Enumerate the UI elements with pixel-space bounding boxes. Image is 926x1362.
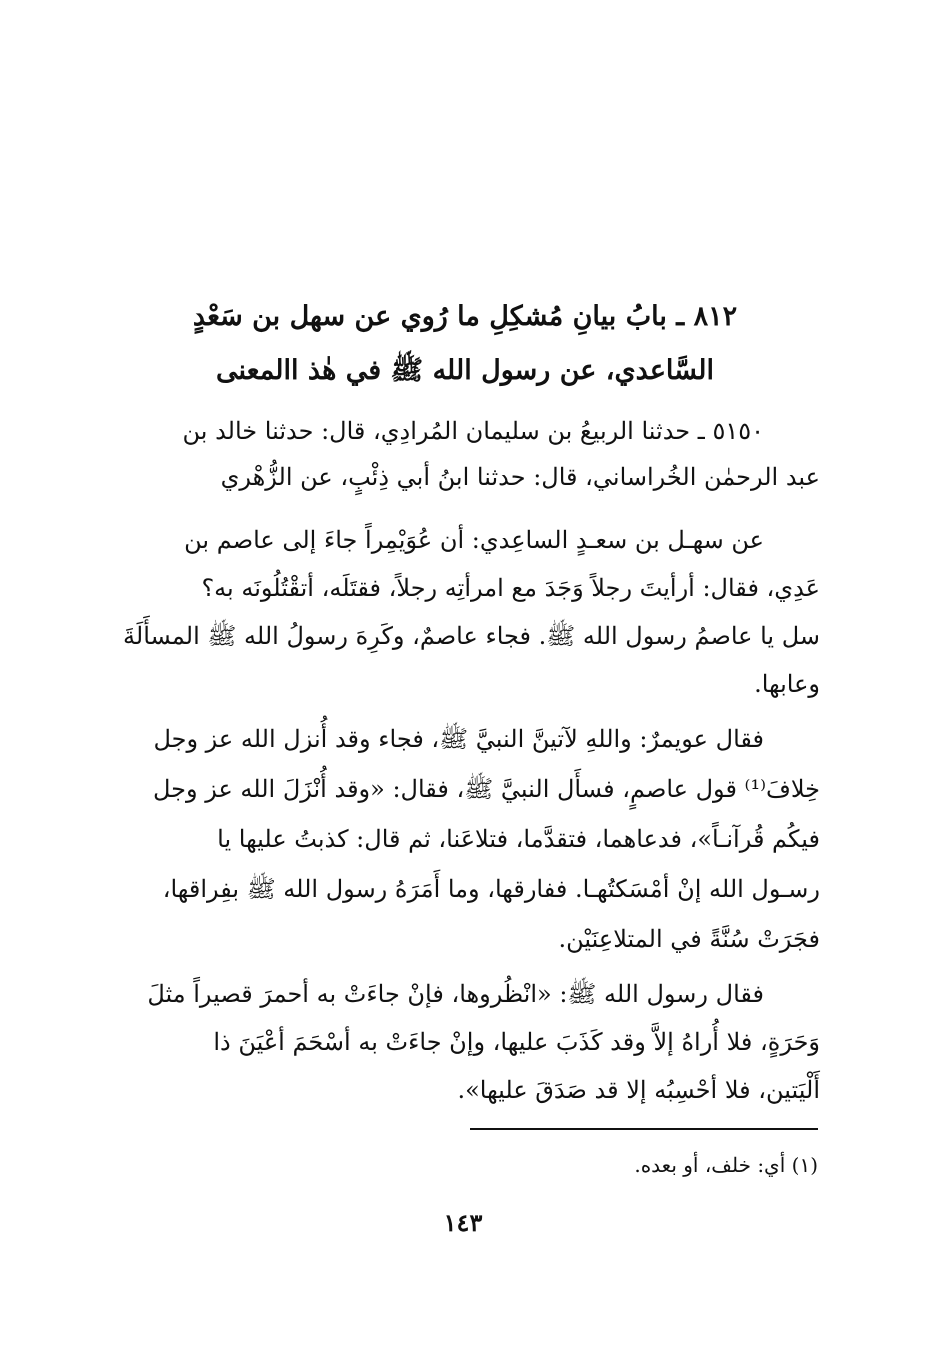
hadith-paragraph-1: [110, 516, 820, 708]
text-line: فيكُم قُرآنـاً»، فدعاهما، فتقدَّما، فتلاعَنا، ثم قال: كذبتُ عليها يا: [217, 825, 820, 853]
page-number: ١٤٣: [443, 1208, 483, 1237]
chapter-heading-line-2: السَّاعدي، عن رسول الله ﷺ في هٰذ االمعنى: [216, 355, 714, 386]
text-line: عَدِي، فقال: أرأيتَ رجلاً وَجَدَ مع امرأتِه رجلاً، فقتَلَه، أتقْتُلُونَه به؟: [201, 574, 820, 602]
hadith-paragraph-2: [110, 714, 820, 964]
chapter-heading-line-1: ٨١٢ ـ بابُ بيانِ مُشكِلِ ما رُوي عن سهل بن سَعْدٍ: [192, 301, 738, 332]
text-line: وعابها.: [754, 670, 820, 698]
isnad-paragraph: [110, 408, 820, 500]
hadith-paragraph-3: [110, 970, 820, 1114]
chapter-heading: [110, 290, 820, 398]
footnote: (١) أي: خلف، أو بعده.: [634, 1153, 818, 1177]
text-line: رسـول الله إنْ أمْسَكتُهـا. ففارقها، وما أَمَرَهُ رسول الله ﷺ بفِراقها،: [162, 875, 820, 903]
text-line: عبد الرحمٰن الخُراساني، قال: حدثنا ابنُ أبي ذِئْبٍ، عن الزُّهْري: [220, 463, 820, 491]
text-line: سل يا عاصمُ رسول الله ﷺ. فجاء عاصمٌ، وكَرِهَ رسولُ الله ﷺ المسأَلَةَ: [123, 622, 820, 650]
text-line: فقال عويمرٌ: واللهِ لآتينَّ النبيَّ ﷺ، فجاء وقد أُنزل الله عز وجل: [153, 725, 764, 753]
footnote-separator: [470, 1128, 818, 1130]
text-line: عن سهـل بن سعـدٍ الساعِدي: أن عُوَيْمِراً جاءَ إلى عاصم بن: [184, 526, 764, 554]
text-line: فقال رسول الله ﷺ: «انْظُروها، فإنْ جاءَتْ به أحمرَ قصيراً مثلَ: [147, 980, 764, 1008]
text-line: وَحَرَةٍ، فلا أُراهُ إلاَّ وقد كَذَبَ عليها، وإنْ جاءَتْ به أسْحَمَ أعْيَنَ ذا: [213, 1028, 820, 1056]
text-line: ٥١٥٠ ـ حدثنا الربيعُ بن سليمان المُرادِي، قال: حدثنا خالد بن: [182, 417, 764, 445]
text-line: أَلْيَتين، فلا أحْسِبُه إلا قد صَدَقَ عليها».: [457, 1076, 820, 1104]
text-line: خِلافَ⁽¹⁾ قول عاصمٍ، فسأَل النبيَّ ﷺ، فقال: «وقد أُنْزَلَ الله عز وجل: [152, 775, 820, 803]
text-line: فجَرَتْ سُنَّةً في المتلاعِنَيْن.: [558, 925, 820, 953]
